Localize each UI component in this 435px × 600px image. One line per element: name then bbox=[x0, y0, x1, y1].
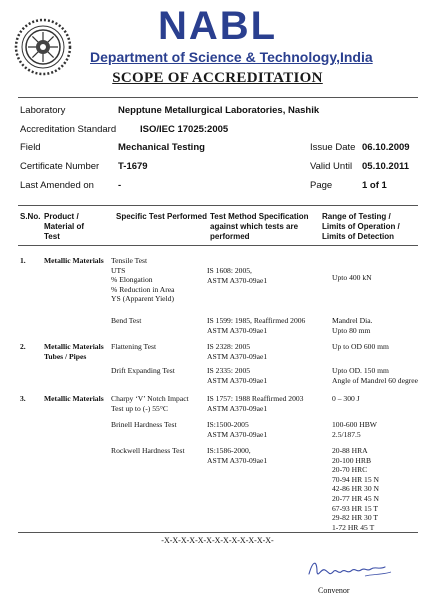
rockwell-range: 70-94 HR 15 N bbox=[332, 474, 380, 484]
document-title bbox=[0, 70, 435, 87]
convenor-label: Convenor bbox=[318, 586, 350, 595]
range-line: Upto OD. 150 mm bbox=[332, 366, 389, 375]
col-header-product-line1: Product / bbox=[44, 212, 79, 221]
divider bbox=[18, 532, 418, 533]
method-line: IS 1599: 1985, Reaffirmed 2006 bbox=[207, 316, 306, 325]
signature-icon bbox=[305, 556, 395, 582]
method-line: IS 1608: 2005, bbox=[207, 266, 252, 275]
valid-until-value: 05.10.2011 bbox=[362, 161, 410, 172]
test-yield: YS (Apparent Yield) bbox=[111, 294, 174, 304]
divider bbox=[18, 205, 418, 206]
col-header-method-line2: against which tests are bbox=[210, 222, 299, 231]
test-elongation: % Elongation bbox=[111, 275, 153, 285]
document-title-text: SCOPE OF ACCREDITATION bbox=[112, 70, 323, 86]
test-rockwell: Rockwell Hardness Test bbox=[111, 446, 185, 455]
rockwell-range: 20-100 HRB bbox=[332, 455, 372, 465]
row1-range2 bbox=[332, 316, 373, 335]
row3-method2 bbox=[207, 420, 267, 439]
rockwell-range: 42-86 HR 30 N bbox=[332, 484, 380, 494]
method-line: IS 1757: 1988 Reaffirmed 2003 bbox=[207, 394, 304, 403]
col-header-method-line3: performed bbox=[210, 232, 250, 241]
col-header-test: Specific Test Performed bbox=[116, 212, 207, 221]
row3-method1 bbox=[207, 394, 303, 413]
test-brinell: Brinell Hardness Test bbox=[111, 420, 177, 429]
range-line: 2.5/187.5 bbox=[332, 429, 361, 439]
test-bend: Bend Test bbox=[111, 316, 142, 325]
certificate-number-value: T-1679 bbox=[118, 161, 148, 172]
rockwell-range: 67-93 HR 15 T bbox=[332, 503, 379, 513]
end-of-document-mark: -X-X-X-X-X-X-X-X-X-X-X-X-X- bbox=[161, 536, 274, 545]
department-title: Department of Science & Technology,India bbox=[90, 49, 373, 65]
standard-value: ISO/IEC 17025:2005 bbox=[140, 124, 229, 135]
test-line: Charpy ‘V’ Notch Impact bbox=[111, 394, 189, 403]
method-line: ASTM A370-09ae1 bbox=[207, 325, 268, 335]
method-line: IS:1500-2005 bbox=[207, 420, 249, 429]
col-header-range-line2: Limits of Operation / bbox=[322, 222, 400, 231]
page-value: 1 of 1 bbox=[362, 180, 387, 191]
col-header-method bbox=[210, 212, 309, 242]
range-line: Upto 80 mm bbox=[332, 325, 371, 335]
test-drift-expanding: Drift Expanding Test bbox=[111, 366, 175, 375]
col-header-product-line3: Test bbox=[44, 232, 60, 241]
material-line: Tubes / Pipes bbox=[44, 351, 87, 361]
row1-method1 bbox=[207, 266, 267, 285]
col-header-product-line2: Material of bbox=[44, 222, 85, 231]
test-charpy bbox=[111, 394, 189, 413]
rockwell-range: 1-72 HR 45 T bbox=[332, 522, 375, 532]
method-line: IS:1586-2000, bbox=[207, 446, 251, 455]
row1-range1: Upto 400 kN bbox=[332, 273, 372, 282]
field-value: Mechanical Testing bbox=[118, 142, 205, 153]
standard-label: Accreditation Standard bbox=[20, 124, 117, 135]
test-uts: UTS bbox=[111, 265, 126, 275]
method-line: ASTM A370-09ae1 bbox=[207, 429, 268, 439]
rockwell-range: 20-77 HR 45 N bbox=[332, 493, 380, 503]
row2-range1: Up to OD 600 mm bbox=[332, 342, 389, 351]
col-header-range-line1: Range of Testing / bbox=[322, 212, 391, 221]
row1-sno: 1. bbox=[20, 256, 26, 265]
row3-range2 bbox=[332, 420, 377, 439]
laboratory-value: Nepptune Metallurgical Laboratories, Nashik bbox=[118, 105, 320, 116]
row2-sno: 2. bbox=[20, 342, 26, 351]
row3-sno: 3. bbox=[20, 394, 26, 403]
certificate-number-label: Certificate Number bbox=[20, 161, 100, 172]
method-line: ASTM A370-09ae1 bbox=[207, 275, 268, 285]
rockwell-range: 20-70 HRC bbox=[332, 465, 368, 475]
row2-material bbox=[44, 342, 104, 361]
divider bbox=[18, 245, 418, 246]
col-header-sno: S.No. bbox=[20, 212, 41, 221]
method-line: IS 2335: 2005 bbox=[207, 366, 251, 375]
method-line: ASTM A370-09ae1 bbox=[207, 351, 268, 361]
col-header-range-line3: Limits of Detection bbox=[322, 232, 395, 241]
nabl-emblem-icon bbox=[14, 18, 72, 76]
field-label: Field bbox=[20, 142, 41, 153]
col-header-method-line1: Test Method Specification bbox=[210, 212, 309, 221]
row1-tests bbox=[111, 256, 174, 304]
row1-method2 bbox=[207, 316, 305, 335]
test-reduction-area: % Reduction in Area bbox=[111, 284, 175, 294]
test-line: Test up to (-) 55°C bbox=[111, 403, 168, 413]
row2-method2 bbox=[207, 366, 267, 385]
method-line: ASTM A370-09ae1 bbox=[207, 403, 268, 413]
row3-range1: 0 – 300 J bbox=[332, 394, 360, 403]
test-tensile: Tensile Test bbox=[111, 256, 148, 265]
row2-method1 bbox=[207, 342, 267, 361]
divider bbox=[18, 97, 418, 98]
rockwell-range: 29-82 HR 30 T bbox=[332, 513, 379, 523]
range-line: Angle of Mandrel 60 degree bbox=[332, 375, 419, 385]
method-line: IS 2328: 2005 bbox=[207, 342, 251, 351]
col-header-range bbox=[322, 212, 400, 242]
method-line: ASTM A370-09ae1 bbox=[207, 375, 268, 385]
issue-date-label: Issue Date bbox=[310, 142, 356, 153]
page-label: Page bbox=[310, 180, 333, 191]
material-line: Metallic Materials bbox=[44, 342, 104, 351]
issue-date-value: 06.10.2009 bbox=[362, 142, 410, 153]
row3-material: Metallic Materials bbox=[44, 394, 104, 403]
row2-range2 bbox=[332, 366, 418, 385]
last-amended-label: Last Amended on bbox=[20, 180, 94, 191]
method-line: ASTM A370-09ae1 bbox=[207, 455, 268, 465]
laboratory-label: Laboratory bbox=[20, 105, 66, 116]
nabl-logo-text: NABL bbox=[158, 4, 278, 48]
valid-until-label: Valid Until bbox=[310, 161, 353, 172]
row1-material: Metallic Materials bbox=[44, 256, 104, 265]
range-line: 100-600 HBW bbox=[332, 420, 377, 429]
row3-rockwell-ranges bbox=[332, 446, 379, 532]
test-flattening: Flattening Test bbox=[111, 342, 157, 351]
rockwell-range: 20-88 HRA bbox=[332, 446, 368, 455]
col-header-product bbox=[44, 212, 84, 242]
row3-method3 bbox=[207, 446, 267, 465]
last-amended-value: - bbox=[118, 180, 122, 191]
range-line: Mandrel Dia. bbox=[332, 316, 373, 325]
